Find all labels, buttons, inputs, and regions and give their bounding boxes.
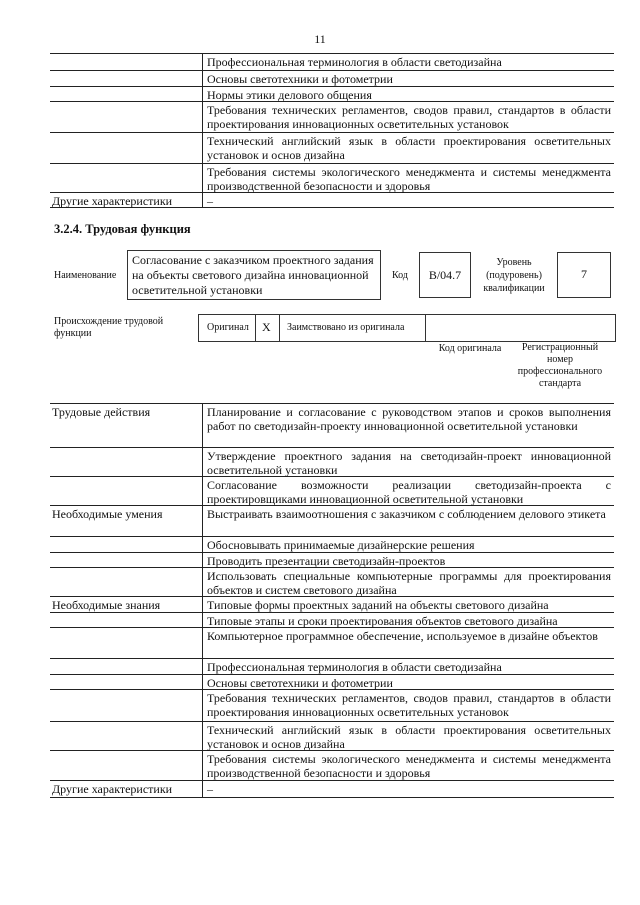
table-row: Проводить презентации светодизайн-проектов (50, 553, 614, 568)
code-value: B/04.7 (428, 268, 462, 282)
name-label: Наименование (54, 270, 117, 281)
table-row: Профессиональная терминология в области светодизайна (50, 659, 614, 675)
table-row: Утверждение проектного задания на светодизайн-проект инновационной осветительной установки (50, 448, 614, 477)
table-row: Типовые этапы и сроки проектирования объектов светового дизайна (50, 613, 614, 628)
actions-label: Трудовые действия (52, 405, 151, 419)
name-box (127, 250, 381, 300)
origin-box (198, 314, 616, 342)
table-row: Трудовые действия Планирование и согласование с руководством этапов и сроков выполнения работ по светодизайн-проекту инновационной осветительной установки (50, 404, 614, 448)
table-row: Требования технических регламентов, сводов правил, стандартов в области проектирования инновационных осветительных установок (50, 690, 614, 722)
section-title: 3.2.4. Трудовая функция (54, 222, 191, 236)
knowledge-label: Необходимые знания (52, 598, 161, 612)
table-row: Обосновывать принимаемые дизайнерские решения (50, 537, 614, 553)
reg-number-label: Регистрационный номер профессионального стандарта (517, 342, 603, 389)
table-row: Основы светотехники и фотометрии (50, 71, 614, 87)
table-row: Требования системы экологического менеджмента и системы менеджмента производственной безопасности и здоровья (50, 164, 614, 193)
table-row: Необходимые умения Выстраивать взаимоотношения с заказчиком с соблюдением делового этикета (50, 506, 614, 537)
table-row: Использовать специальные компьютерные программы для проектирования объектов и систем светового дизайна (50, 568, 614, 597)
table-row: Требования системы экологического менеджмента и системы менеджмента производственной безопасности и здоровья (50, 751, 614, 781)
code-box (419, 252, 471, 298)
table-row-other: Другие характеристики – (50, 193, 614, 208)
code-original-label: Код оригинала (438, 343, 502, 354)
table-row: Профессиональная терминология в области светодизайна (50, 54, 614, 71)
original-mark: X (262, 320, 271, 334)
table-row: Нормы этики делового общения (50, 87, 614, 102)
table-row: Основы светотехники и фотометрии (50, 675, 614, 690)
code-label: Код (392, 270, 408, 281)
table-row: Компьютерное программное обеспечение, используемое в дизайне объектов (50, 628, 614, 659)
level-value: 7 (581, 267, 587, 281)
level-box (557, 252, 611, 298)
table-row-other: Другие характеристики – (50, 781, 614, 798)
original-label: Оригинал (207, 322, 249, 333)
origin-label: Происхождение трудовой функции (54, 316, 164, 339)
table-row: Необходимые знания Типовые формы проектных заданий на объекты светового дизайна (50, 597, 614, 613)
table-row: Технический английский язык в области проектирования осветительных установок и основ дизайна (50, 722, 614, 751)
name-value: Согласование с заказчиком проектного задания на объекты светового дизайна инновационной осветительной установки (132, 253, 374, 297)
level-label: Уровень (подуровень) квалификации (483, 257, 545, 294)
table-row: Требования технических регламентов, сводов правил, стандартов в области проектирования инновационных осветительных установок (50, 102, 614, 133)
skills-label: Необходимые умения (52, 507, 163, 521)
table-row: Технический английский язык в области проектирования осветительных установок и основ дизайна (50, 133, 614, 164)
borrowed-label: Заимствовано из оригинала (287, 322, 405, 333)
page-number: 11 (314, 32, 326, 46)
table-row: Согласование возможности реализации светодизайн-проекта с проектировщиками инновационной осветительной установки (50, 477, 614, 506)
